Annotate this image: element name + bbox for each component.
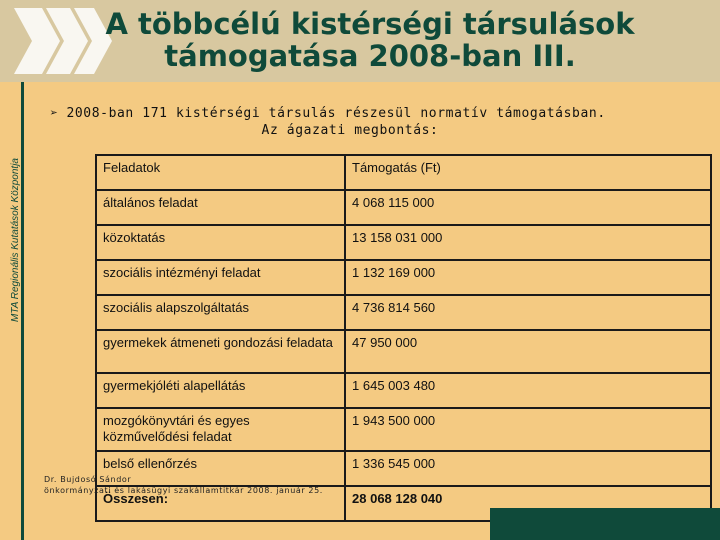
amount-cell: 47 950 000 [345,330,711,373]
header-band [0,0,720,82]
footer-position-date: önkormányzati és lakásügyi szakállamtitkár 2008. január 25. [44,486,323,495]
task-cell: szociális intézményi feladat [96,260,345,295]
task-cell: közoktatás [96,225,345,260]
table-row [96,225,711,260]
amount-cell: 1 645 003 480 [345,373,711,408]
total-amount-cell: 28 068 128 040 [345,486,711,521]
amount-cell: 1 943 500 000 [345,408,711,451]
arrow-bullet-icon: ➢ [50,106,59,121]
title-line-1: A többcélú kistérségi társulások [105,7,635,41]
header-cell-amount: Támogatás (Ft) [345,155,711,190]
corner-accent-block [490,508,720,540]
intro-bullet [50,106,650,138]
amount-cell: 1 132 169 000 [345,260,711,295]
task-cell: gyermekek átmeneti gondozási feladata [96,330,345,373]
footer-credit [44,474,323,496]
total-label-cell: Összesen: [96,486,345,521]
page-title [100,8,640,72]
table-row [96,373,711,408]
task-cell: mozgókönyvtári és egyes közművelődési feladat [96,408,345,451]
table-row [96,408,711,451]
table-row [96,330,711,373]
support-table [95,154,712,522]
footer-author: Dr. Bujdosó Sándor [44,475,132,484]
title-line-2: támogatása 2008-ban III. [164,39,576,73]
table-row [96,260,711,295]
header-cell-tasks: Feladatok [96,155,345,190]
task-cell: általános feladat [96,190,345,225]
task-cell: szociális alapszolgáltatás [96,295,345,330]
amount-cell: 13 158 031 000 [345,225,711,260]
table-row [96,295,711,330]
amount-cell: 4 736 814 560 [345,295,711,330]
task-cell: belső ellenőrzés [96,451,345,486]
intro-line-1: 2008-ban 171 kistérségi társulás részesül normatív támogatásban. [66,106,606,121]
amount-cell: 1 336 545 000 [345,451,711,486]
table-header-row [96,155,711,190]
table-row [96,190,711,225]
task-cell: gyermekjóléti alapellátás [96,373,345,408]
vertical-divider [21,82,24,540]
amount-cell: 4 068 115 000 [345,190,711,225]
vertical-institute-label: MTA Regionális Kutatások Központja [10,158,21,322]
intro-line-2: Az ágazati megbontás: [261,123,439,138]
